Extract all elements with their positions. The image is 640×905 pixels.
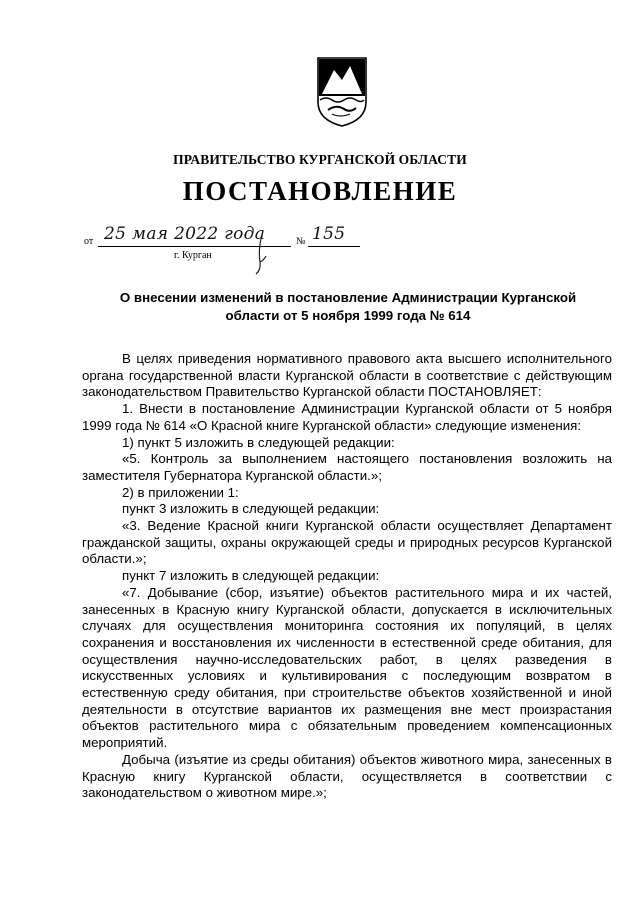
- handwritten-number: 155: [312, 224, 346, 244]
- signature-mark-icon: [248, 232, 272, 276]
- point-7-text: «7. Добывание (сбор, изъятие) объектов растительного мира и их частей, занесенных в Красную книгу Курганской области, допускается в исключительных случаях для осуществления мониторинга состояния их популяций, в целях сохранения и восстановления их численности в естественной среде обитания, для осуществления научно-исследовательских работ, в целях разведения в искусственных условиях и культивирования с последующим возвратом в естественную среду обитания, при строительстве объектов хозяйственной и иной деятельности в отсутствие вариантов их размещения вне мест произрастания объектов растительного мира с обязательным проведением компенсационных мероприятий.: [82, 584, 612, 751]
- document-body: [82, 351, 612, 802]
- point-3-text: «3. Ведение Красной книги Курганской области осуществляет Департамент гражданской защиты, охраны окружающей среды и природных ресурсов Курганской области.»;: [82, 518, 612, 567]
- coat-of-arms-icon: [316, 56, 368, 128]
- number-prefix: №: [296, 236, 306, 247]
- document-type-heading: ПОСТАНОВЛЕНИЕ: [182, 176, 458, 206]
- point-5-text: «5. Контроль за выполнением настоящего постановления возложить на заместителя Губернатора Курганской области.»;: [82, 451, 612, 483]
- subclause-2-paragraph: 2) в приложении 1:: [122, 484, 239, 500]
- number-underline: [308, 246, 360, 247]
- document-title-line: области от 5 ноября 1999 года № 614: [225, 308, 471, 323]
- animal-extraction-paragraph: Добыча (изъятие из среды обитания) объектов животного мира, занесенных в Красную книгу Курганской области, осуществляется в соответствии с законодательством о животном мире.»;: [82, 751, 612, 801]
- point-3-intro: пункт 3 изложить в следующей редакции:: [122, 501, 380, 517]
- document-title-line: О внесении изменений в постановление Администрации Курганской: [119, 290, 577, 305]
- date-prefix: от: [84, 236, 94, 247]
- document-title: [108, 289, 588, 325]
- subclause-1-paragraph: 1) пункт 5 изложить в следующей редакции:: [122, 434, 395, 450]
- government-name: ПРАВИТЕЛЬСТВО КУРГАНСКОЙ ОБЛАСТИ: [173, 152, 467, 167]
- clause-1-paragraph: 1. Внести в постановление Администрации Курганской области от 5 ноября 1999 года № 614 «О Красной книге Курганской области» следующие изменения:: [82, 401, 612, 433]
- point-7-intro: пункт 7 изложить в следующей редакции:: [122, 568, 380, 584]
- handwritten-date: 25 мая 2022 года: [104, 224, 266, 244]
- city-name: г. Курган: [174, 250, 212, 261]
- preamble-paragraph: В целях приведения нормативного правового акта высшего исполнительного органа государственной власти Курганской области в соответствие с действующим законодательством Правительство Курганской области ПОСТАНОВЛЯЕТ:: [82, 351, 612, 400]
